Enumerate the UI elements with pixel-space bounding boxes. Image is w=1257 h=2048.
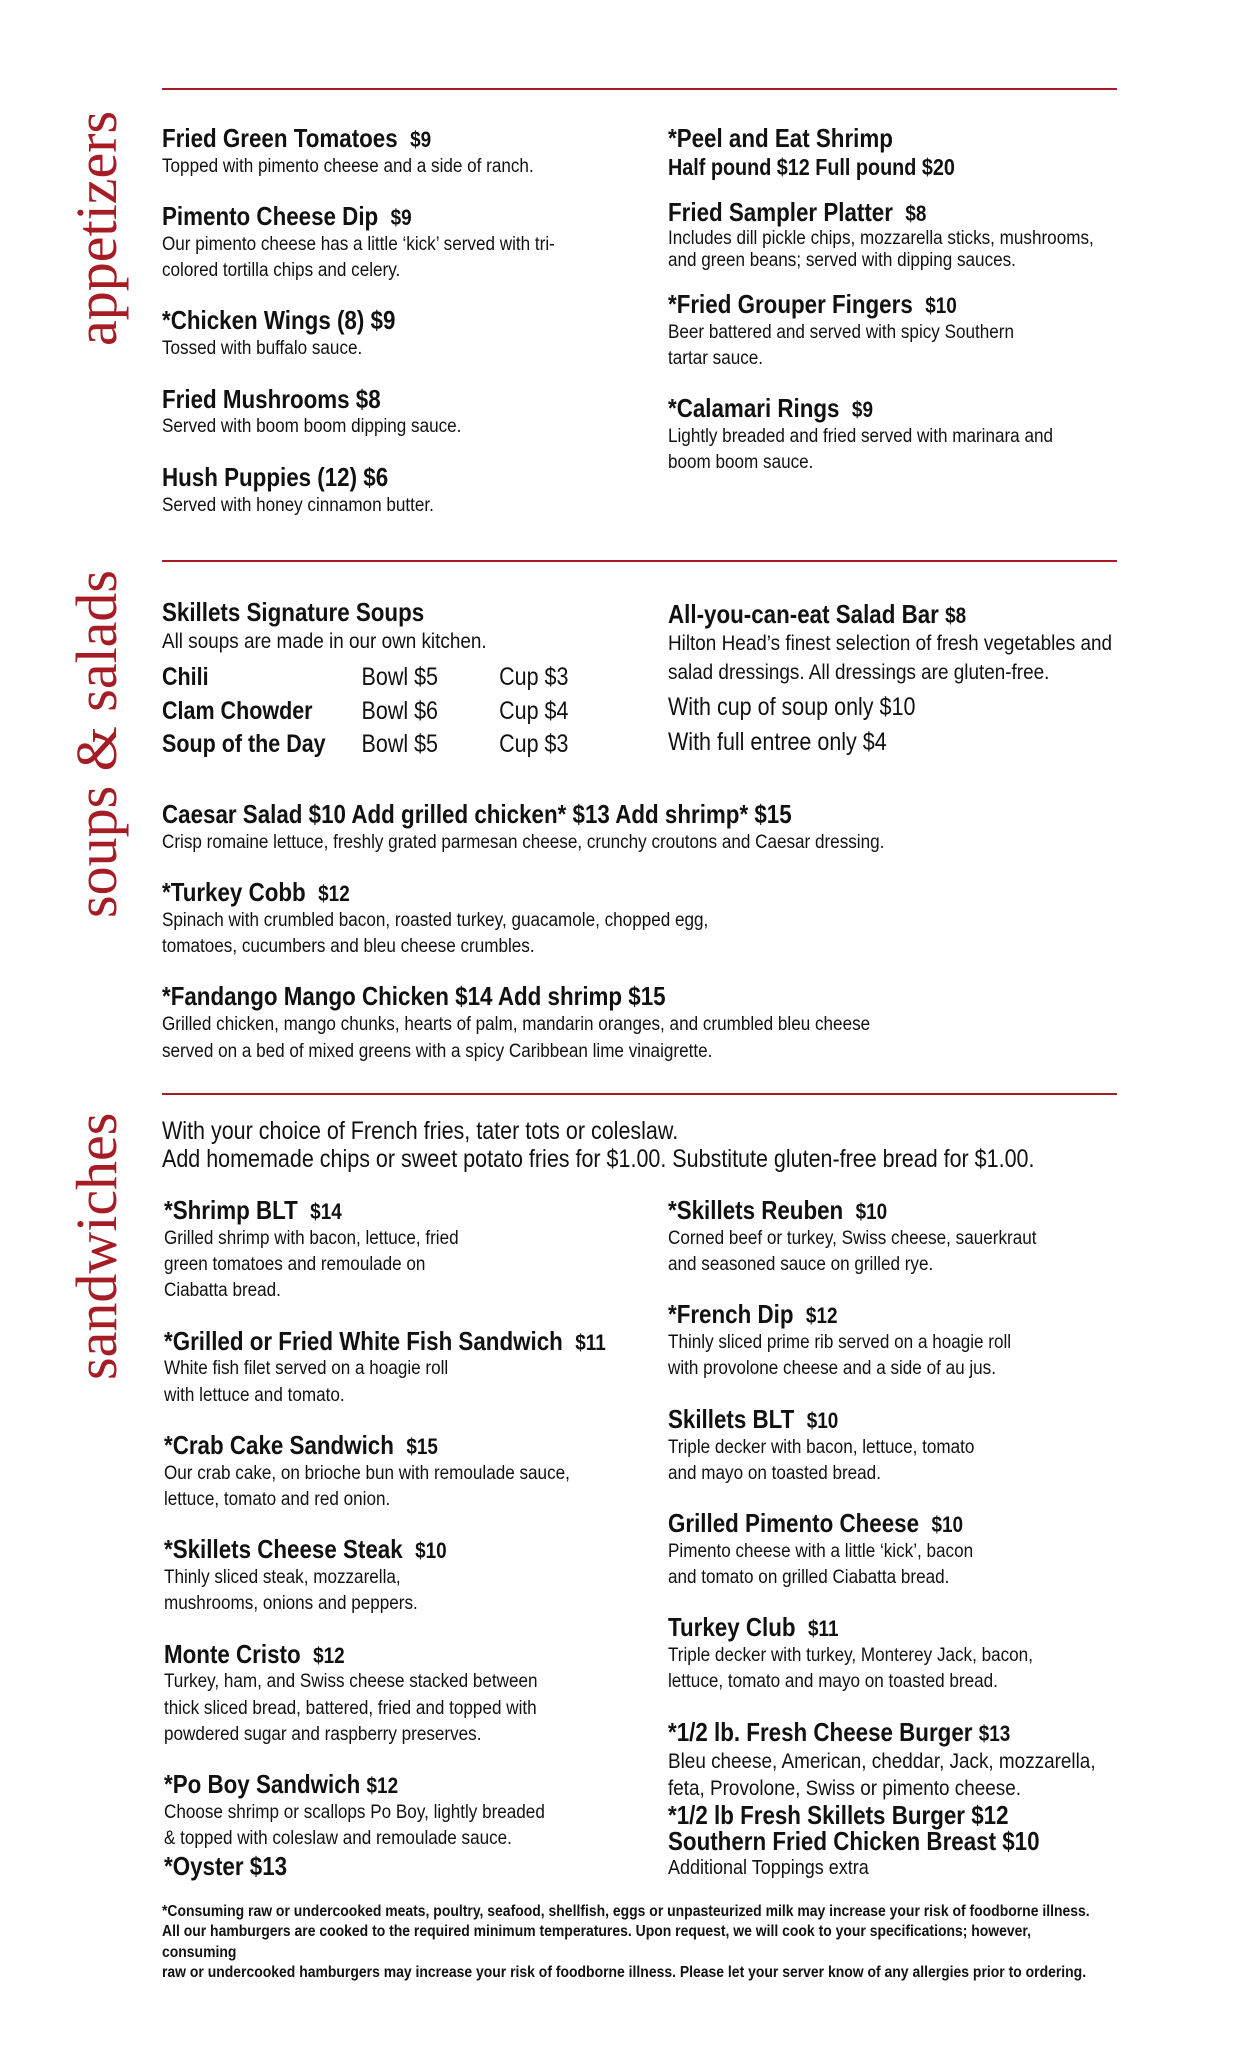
item-description: Turkey, ham, and Swiss cheese stacked between thick sliced bread, battered, fried and topped with powdered sugar and raspberry preserves.	[164, 1671, 538, 1745]
item-name: Hush Puppies (12) $6	[162, 461, 389, 492]
item-name: *Grilled or Fried White Fish Sandwich	[164, 1325, 563, 1356]
item-price: $12	[805, 1303, 838, 1329]
item-description: Topped with pimento cheese and a side of ranch.	[162, 155, 534, 177]
signature-soups-desc: All soups are made in our own kitchen.	[162, 629, 487, 653]
list-item	[668, 1405, 1138, 1487]
item-price: $9	[410, 127, 432, 152]
item-price: $11	[575, 1329, 606, 1355]
item-price: $10	[806, 1407, 839, 1433]
list-item	[164, 1327, 664, 1409]
section-title-sandwiches: sandwiches	[64, 1112, 129, 1380]
list-item	[162, 202, 662, 284]
list-item	[162, 124, 662, 180]
list-item	[668, 394, 1138, 476]
section-title-appetizers: appetizers	[64, 110, 129, 346]
appetizers-left	[162, 124, 662, 541]
item-description: Our pimento cheese has a little ‘kick’ served with tri-colored tortilla chips and celery.	[162, 234, 555, 282]
soup-cup: Cup $3	[499, 662, 569, 691]
item-description: Thinly sliced steak, mozzarella, mushrooms, onions and peppers.	[164, 1567, 418, 1615]
list-item	[164, 1431, 664, 1513]
item-price: $8	[905, 201, 927, 227]
soup-name: Soup of the Day	[162, 730, 326, 759]
item-name: *Fried Grouper Fingers	[668, 288, 913, 319]
item-price: Half pound $12 Full pound $20	[668, 153, 955, 180]
item-price: $14	[310, 1199, 342, 1224]
item-name: Grilled Pimento Cheese	[668, 1507, 920, 1538]
item-name: Fried Green Tomatoes	[162, 123, 398, 153]
table-row	[162, 661, 592, 695]
salad-option-entree: With full entree only $4	[668, 727, 887, 756]
divider-sandwiches	[162, 1093, 1117, 1095]
soup-bowl: Bowl $5	[361, 730, 439, 759]
sandwiches-intro-line2: Add homemade chips or sweet potato fries for $1.00. Substitute gluten-free bread for $1.00.	[162, 1144, 1035, 1173]
list-item	[162, 385, 662, 441]
item-description: Lightly breaded and fried served with marinara and boom boom sauce.	[668, 426, 1053, 474]
item-name: *Chicken Wings (8) $9	[162, 305, 396, 336]
item-name: Caesar Salad $10 Add grilled chicken* $13 Add shrimp* $15	[162, 799, 792, 829]
soup-name: Chili	[162, 662, 209, 691]
list-item	[668, 290, 1138, 372]
item-description: Triple decker with bacon, lettuce, tomato and mayo on toasted bread.	[668, 1436, 975, 1484]
item-description: Bleu cheese, American, cheddar, Jack, mozzarella, feta, Provolone, Swiss or pimento cheese.	[668, 1749, 1096, 1800]
list-item	[162, 878, 1122, 960]
item-description: Spinach with crumbled bacon, roasted turkey, guacamole, chopped egg, tomatoes, cucumbers and bleu cheese crumbles.	[162, 910, 709, 958]
item-name: *Fandango Mango Chicken $14 Add shrimp $15	[162, 981, 666, 1012]
sandwiches-intro	[162, 1118, 1162, 1173]
list-item	[668, 124, 1138, 180]
list-item	[164, 1196, 664, 1305]
oyster-option: *Oyster $13	[164, 1851, 288, 1882]
list-item	[668, 1613, 1138, 1695]
appetizers-right	[668, 124, 1138, 499]
section-title-soups-salads: soups & salads	[64, 570, 129, 918]
item-price: $13	[978, 1720, 1011, 1746]
list-item	[162, 306, 662, 362]
item-name: Pimento Cheese Dip	[162, 201, 379, 232]
footnote-line: All our hamburgers are cooked to the required minimum temperatures. Upon request, we will cook to your specifications; however, consuming	[162, 1923, 1031, 1961]
item-name: *1/2 lb. Fresh Cheese Burger	[668, 1716, 973, 1747]
item-price: $8	[945, 603, 967, 628]
item-name: *Crab Cake Sandwich	[164, 1429, 394, 1460]
item-price: $10	[931, 1511, 964, 1537]
item-name: Monte Cristo	[164, 1638, 301, 1669]
item-description: Corned beef or turkey, Swiss cheese, sauerkraut and seasoned sauce on grilled rye.	[668, 1227, 1037, 1276]
soup-bowl: Bowl $6	[361, 696, 439, 725]
soup-bowl: Bowl $5	[361, 662, 439, 691]
signature-soups-title: Skillets Signature Soups	[162, 597, 425, 627]
item-name: Skillets BLT	[668, 1403, 795, 1434]
item-name: Fried Mushrooms $8	[162, 383, 381, 414]
item-price: $12	[313, 1642, 345, 1668]
sandwiches-intro-line1: With your choice of French fries, tater tots or coleslaw.	[162, 1117, 679, 1145]
item-description: Triple decker with turkey, Monterey Jack, bacon, lettuce, tomato and mayo on toasted bread.	[668, 1645, 1033, 1693]
sandwiches-left	[164, 1196, 664, 1882]
list-item	[162, 800, 1122, 856]
soups-left	[162, 598, 662, 762]
footnote	[162, 1902, 1098, 1984]
table-row	[162, 728, 592, 762]
item-description: Choose shrimp or scallops Po Boy, lightly breaded & topped with coleslaw and remoulade sauce.	[164, 1801, 545, 1850]
item-description: Pimento cheese with a little ‘kick’, bacon and tomato on grilled Ciabatta bread.	[668, 1540, 974, 1589]
item-description: Served with honey cinnamon butter.	[162, 494, 434, 516]
item-price: $12	[318, 881, 350, 907]
item-price: $9	[851, 397, 873, 423]
soup-table	[162, 661, 592, 762]
list-item	[668, 1300, 1138, 1382]
sandwiches-right	[668, 1196, 1138, 1883]
additional-toppings: Additional Toppings extra	[668, 1857, 869, 1880]
item-description: White fish filet served on a hoagie roll with lettuce and tomato.	[164, 1358, 449, 1406]
item-name: *Turkey Cobb	[162, 877, 306, 908]
item-price: $11	[807, 1616, 839, 1642]
list-item	[164, 1770, 664, 1882]
salad-bar	[668, 600, 1138, 760]
item-description: Beer battered and served with spicy Southern tartar sauce.	[668, 321, 1015, 370]
list-item	[164, 1535, 664, 1617]
skillets-burger: *1/2 lb Fresh Skillets Burger $12	[668, 1800, 1009, 1831]
salad-option-soup: With cup of soup only $10	[668, 692, 916, 721]
item-price: $9	[390, 205, 412, 231]
item-description: Hilton Head’s finest selection of fresh vegetables and salad dressings. All dressings are gluten-free.	[668, 631, 1113, 684]
item-name: *Skillets Reuben	[668, 1195, 844, 1225]
item-description: Crisp romaine lettuce, freshly grated parmesan cheese, crunchy croutons and Caesar dressing.	[162, 831, 885, 853]
item-name: Turkey Club	[668, 1612, 796, 1643]
list-item	[164, 1640, 664, 1749]
item-price: $10	[925, 292, 957, 318]
item-name: *Calamari Rings	[668, 393, 840, 424]
item-description: Our crab cake, on brioche bun with remoulade sauce, lettuce, tomato and red onion.	[164, 1462, 570, 1510]
list-item	[162, 463, 662, 519]
item-price: $12	[366, 1773, 399, 1799]
item-description: Tossed with buffalo sauce.	[162, 338, 363, 360]
table-row	[162, 695, 592, 729]
item-description: Thinly sliced prime rib served on a hoagie roll with provolone cheese and a side of au jus.	[668, 1332, 1012, 1380]
item-description: Includes dill pickle chips, mozzarella sticks, mushrooms, and green beans; served with dipping sauces.	[668, 228, 1094, 272]
item-name: All-you-can-eat Salad Bar	[668, 599, 939, 629]
item-name: *Shrimp BLT	[164, 1195, 298, 1225]
list-item	[668, 1509, 1138, 1591]
list-item	[162, 982, 1122, 1064]
soup-name: Clam Chowder	[162, 696, 313, 725]
soup-cup: Cup $3	[499, 730, 569, 759]
item-description: Grilled chicken, mango chunks, hearts of palm, mandarin oranges, and crumbled bleu cheese served on a bed of mixed greens with a spicy Caribbean lime vinaigrette.	[162, 1014, 871, 1062]
item-description: Served with boom boom dipping sauce.	[162, 416, 462, 438]
item-name: *Skillets Cheese Steak	[164, 1534, 403, 1565]
item-description: Grilled shrimp with bacon, lettuce, fried green tomatoes and remoulade on Ciabatta bread.	[164, 1227, 459, 1302]
item-price: $10	[855, 1199, 888, 1224]
salads-list	[162, 800, 1122, 1087]
divider-soups	[162, 560, 1117, 562]
list-item	[668, 198, 1138, 272]
soup-cup: Cup $4	[499, 696, 569, 725]
item-name: *French Dip	[668, 1299, 794, 1330]
fried-chicken-breast: Southern Fried Chicken Breast $10	[668, 1826, 1040, 1857]
item-name: *Peel and Eat Shrimp	[668, 123, 893, 153]
footnote-line: *Consuming raw or undercooked meats, poultry, seafood, shellfish, eggs or unpasteurized milk may increase your risk of foodborne illness.	[162, 1903, 1090, 1920]
item-name: Fried Sampler Platter	[668, 197, 893, 228]
list-item	[668, 1196, 1138, 1278]
list-item	[668, 1718, 1138, 1883]
item-price: $15	[406, 1433, 438, 1459]
item-name: *Po Boy Sandwich	[164, 1769, 361, 1800]
item-price: $10	[415, 1538, 447, 1564]
divider-top	[162, 88, 1117, 90]
footnote-line: raw or undercooked hamburgers may increase your risk of foodborne illness. Please let your server know of any allergies prior to ordering.	[162, 1964, 1087, 1982]
